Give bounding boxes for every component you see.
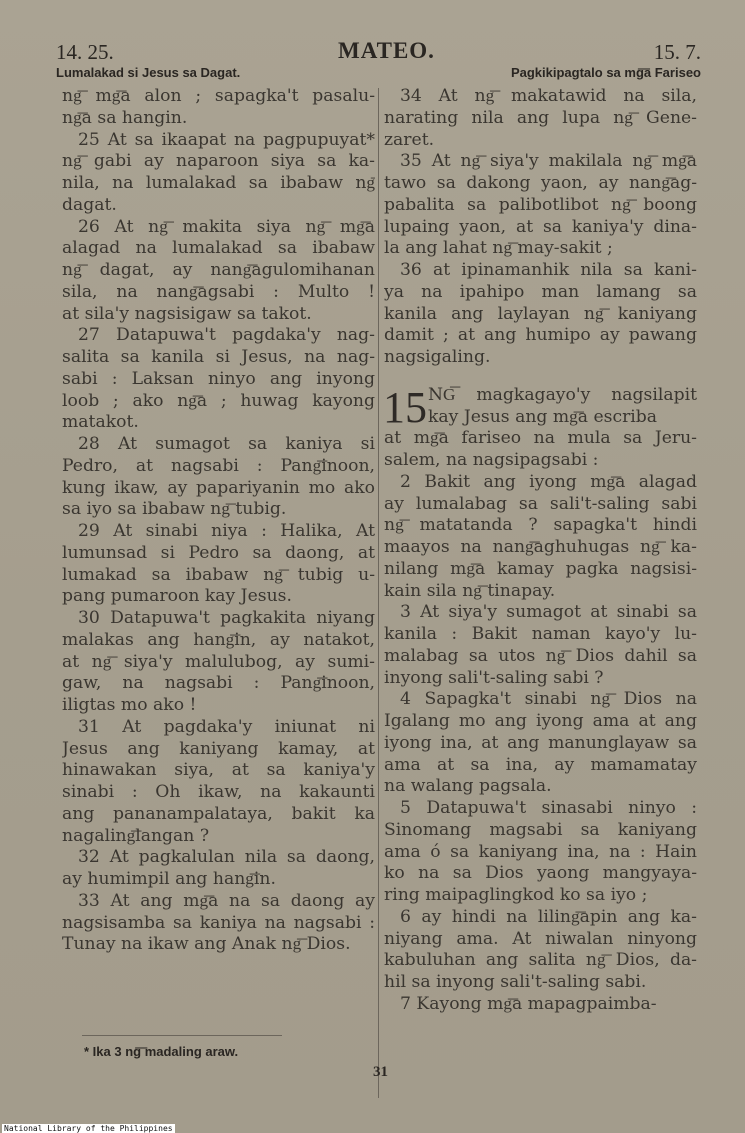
- footnote-rule: [82, 1035, 282, 1036]
- text-line: sila, na nang͞agsabi : Multo !: [62, 281, 375, 302]
- text-line: sinabi : Oh ikaw, na kakaunti: [62, 782, 375, 802]
- text-line: niyang ama. At niwalan ninyong: [384, 928, 697, 949]
- text-line: Tunay na ikaw ang Anak ng͞ Dios.: [62, 934, 351, 955]
- text-line: at ng͞ siya'y malulubog, ay sumi-: [62, 651, 375, 672]
- text-line: nagsigaling.: [384, 347, 491, 367]
- text-line: 30 Datapuwa't pagkakita niyang: [78, 608, 375, 628]
- text-line: ng͞a sa hangin.: [62, 107, 188, 128]
- text-line: ng͞ mg͞a alon ; sapagka't pasalu-: [62, 86, 375, 106]
- text-line: at mg͞a fariseo na mula sa Jeru-: [384, 428, 697, 449]
- text-line: 34 At ng͞ makatawid na sila,: [400, 86, 697, 106]
- text-line: Pedro, at nagsabi : Pang͞inoon,: [62, 455, 375, 476]
- text-line: 5 Datapuwa't sinasabi ninyo :: [400, 798, 697, 818]
- text-line: damit ; at ang humipo ay pawang: [384, 325, 697, 346]
- text-line: ya na ipahipo man lamang sa: [384, 281, 697, 302]
- text-line: sabi : Laksan ninyo ang inyong: [62, 368, 375, 389]
- text-line: 6 ay hindi na liling͞apin ang ka-: [400, 906, 697, 927]
- header-reference-left: 14. 25.: [56, 40, 114, 64]
- text-line: matakot.: [62, 412, 139, 433]
- text-line: pabalita sa palibotlibot ng͞ boong: [384, 194, 697, 215]
- text-line: narating nila ang lupa ng͞ Gene-: [384, 107, 697, 128]
- text-line: ang pananampalataya, bakit ka: [62, 803, 375, 824]
- text-line: inyong sali't-saling sabi ?: [384, 667, 604, 688]
- text-line: nila, na lumalakad sa ibabaw ng͞: [62, 173, 375, 193]
- text-line: 3 At siya'y sumagot at sinabi sa: [400, 602, 697, 623]
- text-line: hinawakan siya, at sa kaniya'y: [62, 760, 375, 781]
- text-line: iligtas mo ako !: [62, 695, 197, 715]
- footnote: * Ika 3 ng͞ madaling araw.: [84, 1044, 239, 1059]
- text-line: 31 At pagdaka'y iniunat ni: [78, 716, 375, 737]
- text-line: 27 Datapuwa't pagdaka'y nag-: [78, 325, 375, 346]
- text-line: kabuluhan ang salita ng͞ Dios, da-: [384, 950, 697, 971]
- text-line: la ang lahat ng͞ may-sakit ;: [384, 238, 613, 259]
- text-line: 29 At sinabi niya : Halika, At: [78, 521, 375, 541]
- text-line: at sila'y nagsisigaw sa takot.: [62, 303, 312, 324]
- text-line: kung ikaw, ay papariyanin mo ako: [62, 477, 375, 498]
- right-text-column: [384, 86, 697, 1016]
- text-line: salita sa kanila si Jesus, na nag-: [62, 347, 375, 367]
- chapter-opening-lines: [383, 382, 697, 432]
- text-line: alagad na lumalakad sa ibabaw: [62, 238, 375, 259]
- text-line: 35 At ng͞ siya'y makilala ng͞ mg͞a: [400, 151, 697, 172]
- running-header: [56, 40, 701, 84]
- text-line: ama ó sa kaniyang ina, na : Hain: [384, 841, 697, 862]
- text-line: 7 Kayong mg͞a mapagpaimba-: [400, 993, 657, 1014]
- text-line: kain sila ng͞ tinapay.: [384, 580, 556, 601]
- text-line: kanila : Bakit naman kayo'y lu-: [384, 624, 697, 644]
- text-line: ng͞ gabi ay naparoon siya sa ka-: [62, 151, 375, 172]
- text-line: lumunsad si Pedro sa daong, at: [62, 542, 375, 563]
- text-line: kanila ang laylayan ng͞ kaniyang: [384, 303, 697, 324]
- text-line: Igalang mo ang iyong ama at ang: [384, 711, 697, 731]
- text-line: salem, na nagsipagsabi :: [384, 450, 599, 470]
- text-line: nilang mg͞a kamay pagka nagsisi-: [384, 558, 697, 579]
- text-line: maayos na nang͞aghuhugas ng͞ ka-: [384, 537, 697, 557]
- column-divider: [378, 88, 379, 1098]
- text-line: malabag sa utos ng͞ Dios dahil sa: [384, 645, 697, 666]
- text-line: gaw, na nagsabi : Pang͞inoon,: [62, 673, 375, 694]
- text-line: 36 at ipinamanhik nila sa kani-: [400, 260, 697, 280]
- library-credit: National Library of the Philippines: [4, 1124, 173, 1133]
- text-line: nagaling͞langan ?: [62, 825, 210, 846]
- text-line: 32 At pagkalulan nila sa daong,: [78, 847, 375, 868]
- text-line: ng͞ dagat, ay nang͞agulomihanan: [62, 260, 375, 280]
- text-line: hil sa inyong sali't-saling sabi.: [384, 972, 647, 992]
- text-line: lumakad sa ibabaw ng͞ tubig u-: [62, 564, 375, 585]
- text-line: 33 At ang mg͞a na sa daong ay: [78, 890, 375, 911]
- text-line: 25 At sa ikaapat na pagpupuyat*: [78, 129, 375, 150]
- text-line: 28 At sumagot sa kaniya si: [78, 434, 375, 454]
- text-line: 26 At ng͞ makita siya ng͞ mg͞a: [78, 216, 375, 237]
- text-line: pang pumaroon kay Jesus.: [62, 586, 292, 607]
- text-line: kay Jesus ang mg͞a escriba: [428, 406, 658, 427]
- text-line: loob ; ako ng͞a ; huwag kayong: [62, 390, 375, 411]
- text-line: lupaing yaon, at sa kaniya'y dina-: [384, 216, 697, 237]
- left-text-column: [62, 86, 375, 956]
- page-number: 31: [373, 1064, 388, 1080]
- text-line: NG͞ magkagayo'y nagsilapit: [428, 384, 697, 405]
- text-line: malakas ang hang͞in, ay natakot,: [62, 629, 375, 650]
- chapter-number: 15: [383, 382, 427, 432]
- chapter-start: [383, 382, 697, 432]
- text-line: Jesus ang kaniyang kamay, at: [62, 738, 375, 759]
- text-line: sa iyo sa ibabaw ng͞ tubig.: [62, 499, 287, 520]
- right-column-verses-top: [384, 86, 697, 369]
- text-line: ay lumalabag sa sali't-saling sabi: [384, 493, 697, 514]
- text-line: ring maipaglingkod ko sa iyo ;: [384, 885, 648, 905]
- text-line: dagat.: [62, 194, 117, 215]
- text-line: na walang pagsala.: [384, 776, 552, 797]
- text-line: Sinomang magsabi sa kaniyang: [384, 819, 697, 840]
- text-line: 2 Bakit ang iyong mg͞a alagad: [400, 471, 697, 492]
- book-title: MATEO.: [338, 38, 435, 63]
- header-reference-right: 15. 7.: [653, 40, 701, 64]
- text-line: tawo sa dakong yaon, ay nang͞ag-: [384, 173, 697, 193]
- text-line: ko na sa Dios yaong mangyaya-: [384, 863, 697, 884]
- text-line: zaret.: [384, 129, 435, 150]
- text-line: iyong ina, at ang manunglayaw sa: [384, 732, 697, 753]
- text-line: ay humimpil ang hang͞in.: [62, 869, 276, 889]
- text-line: 4 Sapagka't sinabi ng͞ Dios na: [400, 689, 697, 710]
- text-line: ama at sa ina, ay mamamatay: [384, 754, 697, 775]
- right-column-verses-bottom: [384, 428, 697, 1015]
- section-subtitle-left: Lumalakad si Jesus sa Dagat.: [56, 65, 241, 80]
- text-line: nagsisamba sa kaniya na nagsabi :: [62, 912, 375, 933]
- section-subtitle-right: Pagkikipagtalo sa mg͞a Fariseo: [510, 65, 701, 80]
- text-line: ng͞ matatanda ? sapagka't hindi: [384, 515, 697, 536]
